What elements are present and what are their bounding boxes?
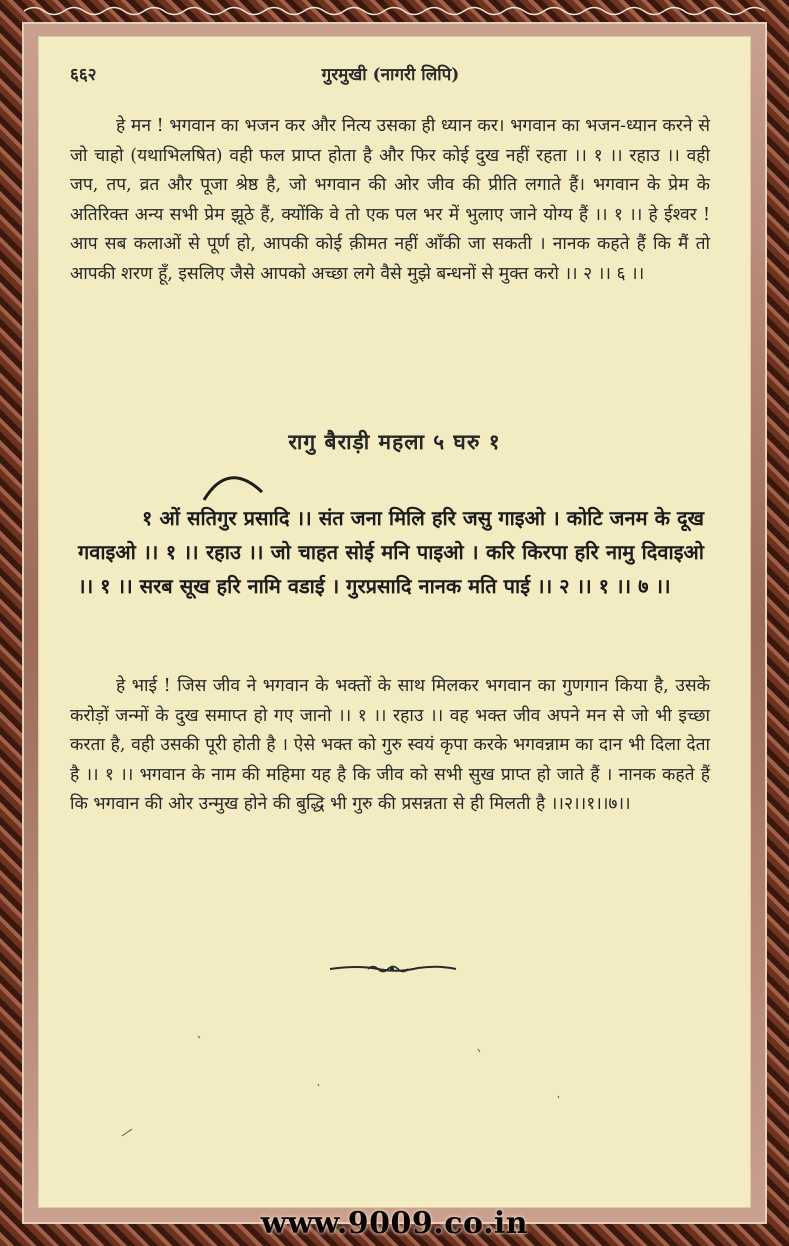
ornamental-divider	[328, 961, 458, 977]
footer	[0, 1206, 789, 1246]
section-title: रागु बैराड़ी महला ५ घरु १	[288, 429, 501, 454]
translation-paragraph-1: हे मन ! भगवान का भजन कर और नित्य उसका ही ध्यान कर। भगवान का भजन-ध्यान करने से जो चाहो (यथाभिलषित) वही फल प्राप्त होता है और फिर कोई दुख नहीं रहता ।। १ ।। रहाउ ।। वही जप, तप, व्रत और पूजा श्रेष्ठ है, जो भगवान की ओर जीव की प्रीति लगाते हैं। भगवान के प्रेम के अतिरिक्त अन्य सभी प्रेम झूठे हैं, क्योंकि वे तो एक पल भर में भुलाए जाने योग्य हैं ।। १ ।। हे ईश्वर ! आप सब कलाओं से पूर्ण हो, आपकी कोई क़ीमत नहीं आँकी जा सकती । नानक कहते हैं कि मैं तो आपकी शरण हूँ, इसलिए जैसे आपको अच्छा लगे वैसे मुझे बन्धनों से मुक्त करो ।। २ ।। ६ ।।	[70, 116, 710, 284]
page-header	[70, 62, 711, 92]
scripture-page	[38, 36, 751, 1208]
page-number: ६६२	[70, 65, 97, 85]
top-ornament	[24, 4, 765, 18]
website-url[interactable]: www.9009.co.in	[260, 1206, 529, 1241]
ik-onkar-arc	[198, 466, 268, 502]
gurbani-verse: १ ओं सतिगुर प्रसादि ।। संत जना मिलि हरि जसु गाइओ । कोटि जनम के दूख गवाइओ ।। १ ।। रहाउ ।। जो चाहत सोई मनि पाइओ । करि किरपा हरि नामु दिवाइओ ।। १ ।। सरब सूख हरि नामि वडाई । गुरप्रसादि नानक मति पाई ।। २ ।। १ ।। ७ ।।	[78, 506, 704, 598]
page-title: गुरमुखी (नागरी लिपि)	[321, 65, 460, 85]
translation-paragraph-2: हे भाई ! जिस जीव ने भगवान के भक्तों के साथ मिलकर भगवान का गुणगान किया है, उसके करोड़ों जन्मों के दुख समाप्त हो गए जानो ।। १ ।। रहाउ ।। वह भक्त जीव अपने मन से जो भी इच्छा करता है, वही उसकी पूरी होती है । ऐसे भक्त को गुरु स्वयं कृपा करके भगवन्नाम का दान भी दिला देता है ।। १ ।। भगवान के नाम की महिमा यह है कि जीव को सभी सुख प्राप्त हो जाते हैं । नानक कहते हैं कि भगवान की ओर उन्मुख होने की बुद्धि भी गुरु की प्रसन्नता से ही मिलती है ।।२।।१।।७।।	[70, 676, 710, 814]
